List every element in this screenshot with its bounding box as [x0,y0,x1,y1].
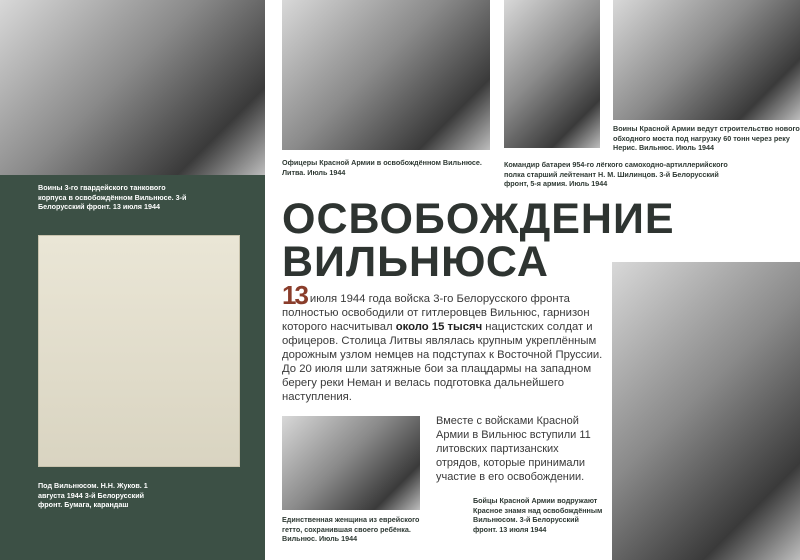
main-paragraph [282,280,610,404]
photo-officers [282,0,490,150]
photo-commander [504,0,600,148]
caption-woman: Единственная женщина из еврейского гетто, сохранившая своего ребёнка. Вильнюс. Июль 1944 [282,515,420,543]
photo-woman [282,416,420,510]
photo-tank [0,0,265,175]
caption-bridge: Воины Красной Армии ведут строительство нового обходного моста под нагрузку 60 тонн через реку Нерис. Вильнюс. Июль 1944 [613,124,800,152]
para-bold: около 15 тысяч [395,321,483,333]
caption-flag: Бойцы Красной Армии водружают Красное знамя над освобождённым Вильнюсом. 3-й Белорусский фронт. 13 июля 1944 [473,496,603,534]
big-number: 13 [282,280,307,310]
para-text: июля 1944 года войска 3-го Белорусского фронта полностью освободили от гитлеровцев Вильнюс, гарнизон которого насчитывал [282,293,590,333]
caption-tank: Воины 3-го гвардейского танкового корпуса в освобождённом Вильнюсе. 3-й Белорусский фронт. 13 июля 1944 [38,183,187,211]
sketch-drawing [38,235,240,467]
photo-bridge [613,0,800,120]
caption-officers: Офицеры Красной Армии в освобождённом Вильнюсе. Литва. Июль 1944 [282,158,482,177]
photo-flag [612,262,800,560]
title-line: ОСВОБОЖДЕНИЕ [282,195,675,243]
caption-commander: Командир батареи 954-го лёгкого самоходно-артиллерийского полка старший лейтенант Н. М. Шилинцов. 3-й Белорусский фронт, 5-я армия. Июль 1944 [504,160,728,188]
title-line: ВИЛЬНЮСА [282,238,549,286]
side-text: Вместе с войсками Красной Армии в Вильнюс вступили 11 литовских партизанских отрядов, которые принимали участие в его освобождении. [436,415,591,483]
caption-sketch: Под Вильнюсом. Н.Н. Жуков. 1 августа 1944 3-й Белорусский фронт. Бумага, карандаш [38,481,148,509]
para-text: нацистских солдат и офицеров. Столица Литвы являлась крупным укреплённым дорожным узлом немцев на подступах к Восточной Пруссии. До 20 июля шли затяжные бои за плацдармы на западном берегу реки Неман и велась подготовка дальнейшего наступления. [282,321,603,403]
